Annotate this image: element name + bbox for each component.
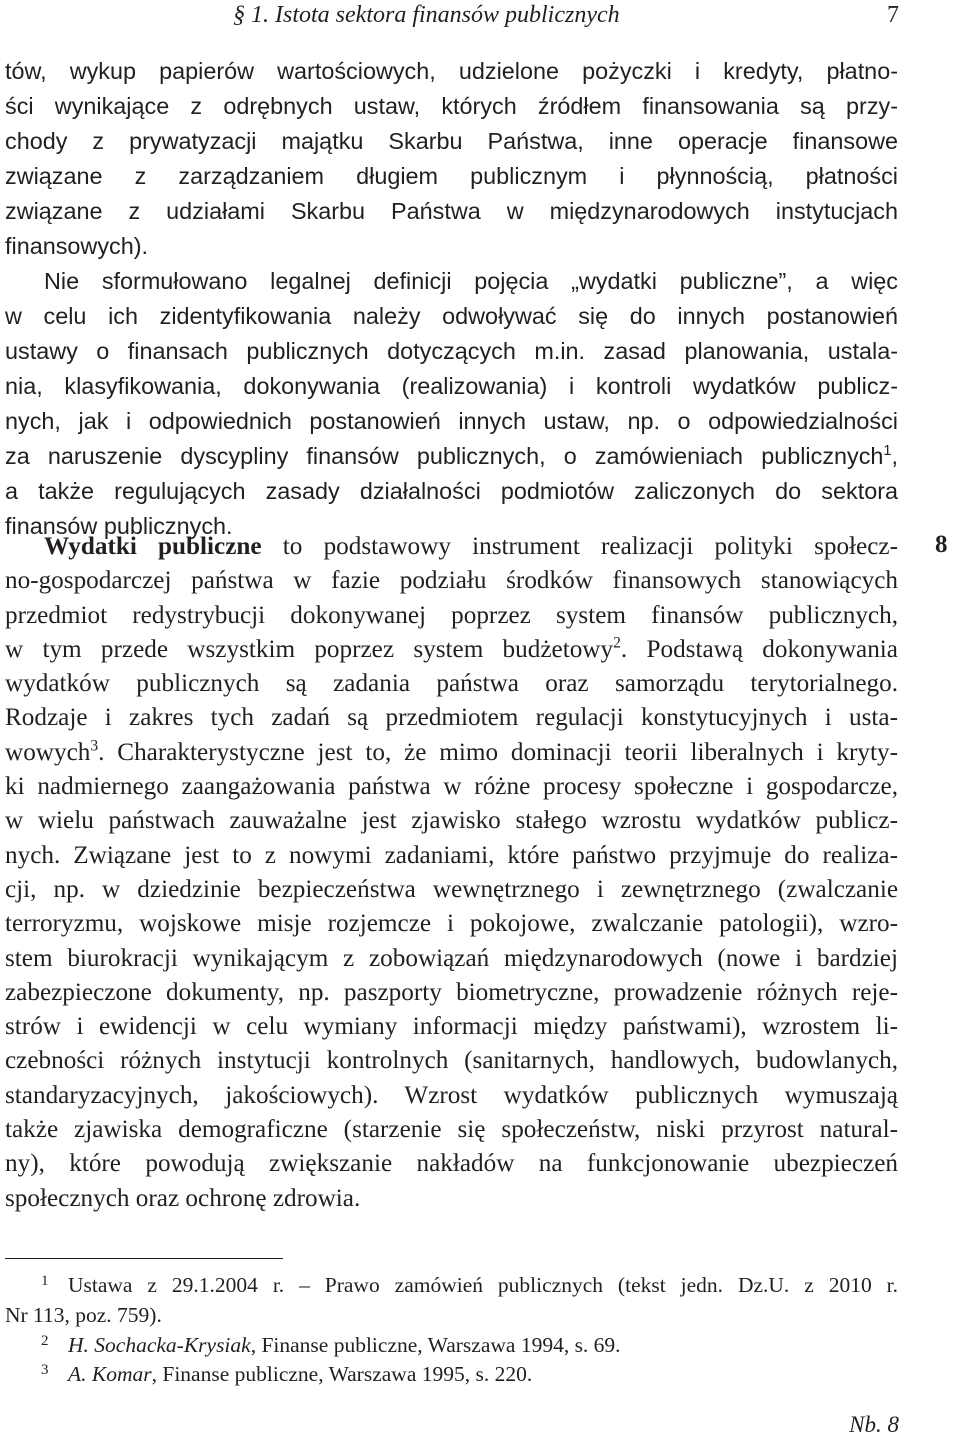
text-line: [5, 736, 898, 770]
text-line: a także regulujących zasady działalności podmiotów zaliczonych do sektora: [5, 478, 898, 504]
footnote-ref[interactable]: 1: [883, 443, 892, 460]
text-fragment: wowych: [5, 738, 91, 766]
running-head: [0, 0, 960, 30]
text-line: nia, klasyfikowania, dokonywania (realizowania) i kontroli wydatków publicz-: [5, 373, 898, 399]
text-line: [5, 633, 898, 667]
text-line: Rodzaje i zakres tych zadań są przedmiotem regulacji konstytucyjnych i usta-: [5, 704, 898, 732]
text-line: zabezpieczone dokumenty, np. paszporty biometryczne, prowadzenie różnych reje-: [5, 978, 898, 1006]
text-line: ści wynikające z odrębnych ustaw, których źródłem finansowania są przy-: [5, 93, 898, 119]
footnote-1: [5, 1273, 898, 1298]
bold-term: Wydatki publiczne: [44, 533, 262, 560]
footnote-text: , Finanse publiczne, Warszawa 1995, s. 220.: [151, 1362, 533, 1386]
text-fragment: ,: [891, 443, 898, 469]
text-line: związane z zarządzaniem długiem publicznym i płynnością, płatności: [5, 163, 898, 189]
text-line: nych. Związane jest to z nowymi zadaniami, które państwo przyjmuje do realiza-: [5, 841, 898, 869]
footnote-ref[interactable]: 2: [613, 634, 621, 652]
footnote-author: H. Sochacka-Krysiak: [68, 1333, 251, 1357]
running-head-title: § 1. Istota sektora finansów publicznych: [233, 2, 620, 28]
footnote-2: [5, 1333, 621, 1358]
text-line: Nie sformułowano legalnej definicji pojęcia „wydatki publiczne”, a więc: [44, 268, 898, 294]
text-line: [5, 439, 898, 474]
text-line: przedmiot redystrybucji dokonywanej poprzez system finansów publicznych,: [5, 601, 898, 629]
text-line: czebności różnych instytucji kontrolnych (sanitarnych, handlowych, budowlanych,: [5, 1047, 898, 1075]
text-line: finansowych).: [5, 233, 149, 259]
margin-number: 8: [935, 531, 948, 558]
text-line: w wielu państwach zauważalne jest zjawisko stałego wzrostu wydatków publicz-: [5, 807, 898, 835]
text-line: także zjawiska demograficzne (starzenie się społeczeństw, niski przyrost natural-: [5, 1116, 898, 1144]
text-line: cji, np. w dziedzinie bezpieczeństwa wewnętrznego i zewnętrznego (zwalczanie: [5, 875, 898, 903]
footnote-text: , Finanse publiczne, Warszawa 1994, s. 69.: [250, 1333, 621, 1357]
text-line: finansów publicznych.: [5, 513, 233, 539]
text-fragment: . Podstawą dokonywania: [620, 635, 898, 663]
text-line: wydatków publicznych są zadania państwa oraz samorządu terytorialnego.: [5, 670, 898, 698]
footnote-separator: [5, 1258, 283, 1259]
text-line: społecznych oraz ochronę zdrowia.: [5, 1184, 361, 1212]
text-line: terroryzmu, wojskowe misje rozjemcze i pokojowe, zwalczanie patologii), wzro-: [5, 910, 898, 938]
text-line: ustawy o finansach publicznych dotyczących m.in. zasad planowania, ustala-: [5, 338, 898, 364]
text-line: strów i ewidencji w celu wymiany informacji między państwami), wzrostem li-: [5, 1013, 898, 1041]
footnote-number: 2: [41, 1333, 49, 1349]
text-line: nych, jak i odpowiednich postanowień innych ustaw, np. o odpowiedzialności: [5, 408, 898, 434]
footnote-3: [5, 1362, 532, 1387]
text-fragment: to podstawowy instrument realizacji polityki społecz-: [261, 533, 898, 560]
page-number: 7: [887, 2, 899, 28]
footnote-1-continued: Nr 113, poz. 759).: [5, 1303, 162, 1327]
statutory-text-block: [5, 54, 898, 544]
text-fragment: za naruszenie dyscypliny finansów publicznych, o zamówieniach publicznych: [5, 443, 884, 469]
text-line: stem biurokracji wynikającym z zobowiązań międzynarodowych (nowe i bardziej: [5, 944, 898, 972]
text-fragment: w tym przede wszystkim poprzez system budżetowy: [5, 635, 614, 663]
footnote-number: 3: [41, 1362, 49, 1378]
footnote-text: Ustawa z 29.1.2004 r. – Prawo zamówień publicznych (tekst jedn. Dz.U. z 2010 r.: [68, 1273, 898, 1297]
footnote-number: 1: [41, 1273, 49, 1289]
text-line: ny), które powodują zwiększanie nakładów na funkcjonowanie ubezpieczeń: [5, 1150, 898, 1178]
text-line: tów, wykup papierów wartościowych, udzielone pożyczki i kredyty, płatno-: [5, 58, 898, 84]
text-line: chody z prywatyzacji majątku Skarbu Państwa, inne operacje finansowe: [5, 128, 898, 154]
main-text-block: [5, 530, 898, 1216]
text-line: ki nadmiernego zaangażowania państwa w różne procesy społeczne i gospodarcze,: [5, 773, 898, 801]
footnote-ref[interactable]: 3: [90, 737, 99, 755]
footnote-author: A. Komar: [68, 1362, 152, 1386]
text-fragment: . Charakterystyczne jest to, że mimo dominacji teorii liberalnych i kryty-: [98, 738, 898, 766]
text-line: standaryzacyjnych, jakościowych). Wzrost wydatków publicznych wymuszają: [5, 1081, 898, 1109]
text-line: no-gospodarczej państwa w fazie podziału środków finansowych stanowiących: [5, 567, 898, 595]
text-line: związane z udziałami Skarbu Państwa w międzynarodowych instytucjach: [5, 198, 898, 224]
text-line: [5, 530, 898, 564]
margin-number-reference: Nb. 8: [849, 1412, 899, 1437]
text-line: w celu ich zidentyfikowania należy odwoływać się do innych postanowień: [5, 303, 898, 329]
